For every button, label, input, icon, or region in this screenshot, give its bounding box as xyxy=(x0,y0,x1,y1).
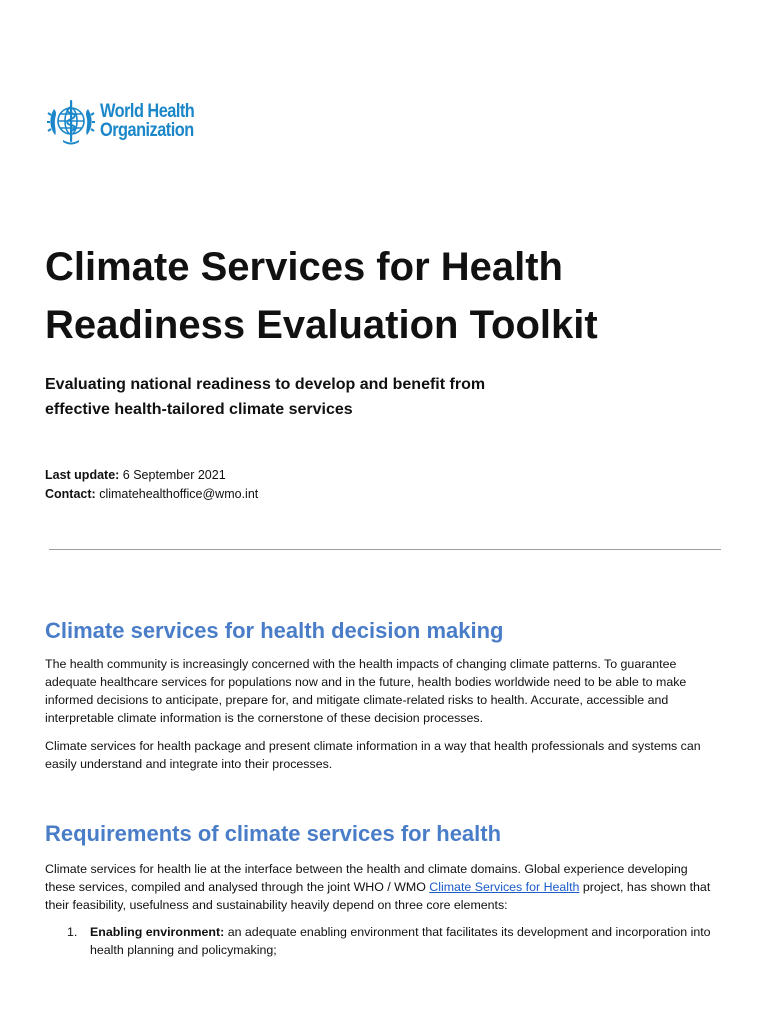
contact-row xyxy=(45,485,258,504)
text-line: informed decisions to anticipate, prepare for, and mitigate climate-related risks to health. Accurate, accessible and xyxy=(45,693,669,707)
title-line-1: Climate Services for Health xyxy=(45,245,563,289)
text-line: Climate services for health lie at the interface between the health and climate domains. Global experience developing xyxy=(45,862,688,876)
who-emblem-icon xyxy=(45,95,97,147)
text-line xyxy=(90,923,725,941)
contact-value: climatehealthoffice@wmo.int xyxy=(99,487,259,501)
who-logo-text xyxy=(100,102,194,140)
text-line: their feasibility, usefulness and sustainability heavily depend on three core elements: xyxy=(45,898,508,912)
text-line xyxy=(45,878,725,896)
section2-paragraph xyxy=(45,860,725,914)
text-segment: these services, compiled and analysed through the joint WHO / WMO xyxy=(45,880,430,894)
section1-paragraph-1 xyxy=(45,655,725,727)
text-line: The health community is increasingly concerned with the health impacts of changing climate patterns. To guarantee xyxy=(45,657,677,671)
last-update-row xyxy=(45,466,258,485)
climate-services-for-health-link[interactable]: Climate Services for Health xyxy=(429,880,580,894)
document-meta xyxy=(45,466,258,504)
logo-line-1: World Health xyxy=(100,101,195,122)
horizontal-divider xyxy=(49,549,721,550)
section-heading-decision-making: Climate services for health decision making xyxy=(45,618,504,643)
list-item-body xyxy=(90,923,725,959)
subtitle-line-1: Evaluating national readiness to develop and benefit from xyxy=(45,376,486,393)
document-subtitle xyxy=(45,372,605,422)
list-item xyxy=(45,923,725,959)
who-logo xyxy=(45,95,210,147)
logo-line-2: Organization xyxy=(100,120,194,141)
subtitle-line-2: effective health-tailored climate services xyxy=(45,401,353,418)
section1-paragraph-2 xyxy=(45,737,725,773)
text-line: health planning and policymaking; xyxy=(90,943,277,957)
text-segment: project, has shown that xyxy=(579,880,711,894)
text-line: interpretable climate information is the cornerstone of these decision processes. xyxy=(45,711,484,725)
contact-label: Contact: xyxy=(45,487,96,501)
title-line-2: Readiness Evaluation Toolkit xyxy=(45,303,598,347)
document-title xyxy=(45,238,745,354)
list-term: Enabling environment: xyxy=(90,925,225,939)
section-heading-requirements: Requirements of climate services for health xyxy=(45,821,502,846)
text-line: adequate healthcare services for populations now and in the future, health bodies worldwide need to be able to make xyxy=(45,675,687,689)
text-line: easily understand and integrate into their processes. xyxy=(45,757,333,771)
text-line: Climate services for health package and present climate information in a way that health professionals and systems can xyxy=(45,739,701,753)
last-update-label: Last update: xyxy=(45,468,120,482)
list-number: 1. xyxy=(67,925,78,939)
last-update-value: 6 September 2021 xyxy=(122,468,226,482)
text-segment: an adequate enabling environment that facilitates its development and incorporation into xyxy=(224,925,711,939)
